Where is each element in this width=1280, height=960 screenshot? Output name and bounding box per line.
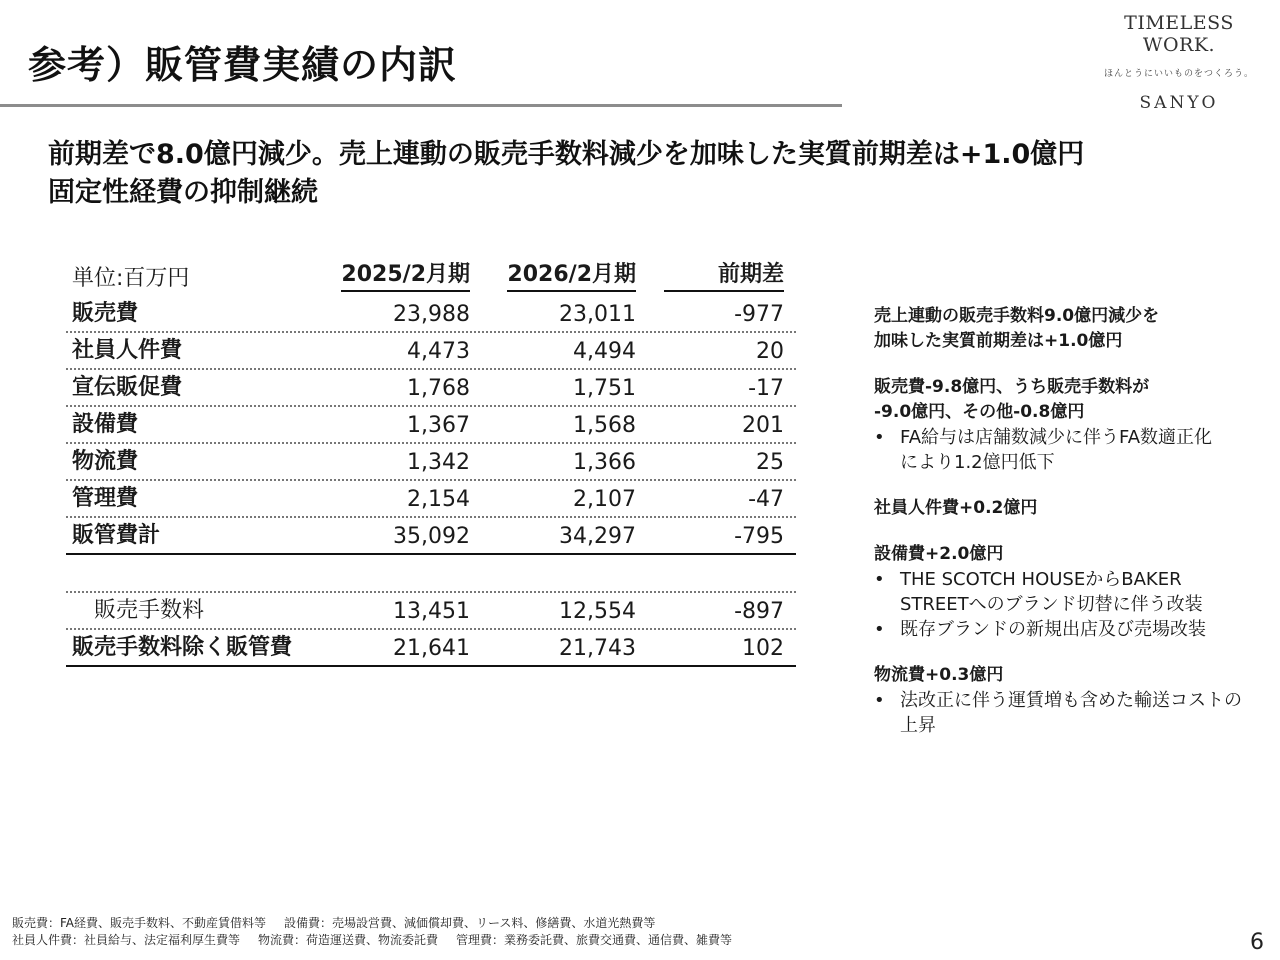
footnote-line-2: 社員人件費：社員給与、法定福利厚生費等 物流費：荷造運送費、物流委託費 管理費：業務委託費、旅費交通費、通信費、雑費等	[12, 933, 733, 947]
row-label: 社員人件費	[72, 338, 183, 363]
bullet-item: • 法改正に伴う運賃増も含めた輸送コストの 上昇	[874, 690, 1242, 736]
commentary-selling-expenses: 販売費-9.8億円、うち販売手数料が -9.0億円、その他-0.8億円 • FA給与は店舗数減少に伴うFA数適正化 により1.2億円低下	[874, 375, 1270, 475]
logo-tagline: TIMELESS WORK.	[1124, 12, 1234, 56]
cell-diff: 20	[756, 339, 784, 364]
table-row	[66, 333, 796, 370]
row-label: 物流費	[72, 449, 139, 474]
cell-2025: 1,367	[407, 413, 470, 438]
commentary-summary: 売上連動の販売手数料9.0億円減少を 加味した実質前期差は+1.0億円	[874, 306, 1160, 351]
cell-diff: -795	[734, 524, 784, 549]
column-header-2026: 2026/2月期	[476, 257, 642, 296]
cell-2026: 1,568	[573, 413, 636, 438]
cell-2025: 4,473	[407, 339, 470, 364]
bullet-item: • 既存ブランドの新規出店及び売場改装	[874, 619, 1206, 640]
row-label: 宣伝販促費	[72, 375, 183, 400]
cell-diff: -47	[748, 487, 784, 512]
cell-2026: 23,011	[559, 302, 636, 327]
row-label: 設備費	[72, 412, 139, 437]
table-header	[66, 258, 796, 296]
cell-2026: 1,751	[573, 376, 636, 401]
table-row	[66, 630, 796, 667]
headline-line-2: 固定性経費の抑制継続	[48, 177, 318, 208]
cell-2025: 21,641	[393, 636, 470, 661]
cell-diff: 25	[756, 450, 784, 475]
column-header-2025: 2025/2月期	[316, 257, 476, 296]
cell-2026: 2,107	[573, 487, 636, 512]
company-logo	[1086, 12, 1272, 113]
page-title: 参考）販管費実績の内訳	[28, 43, 458, 87]
footnote-line-1: 販売費：FA経費、販売手数料、不動産賃借料等 設備費：売場設営費、減価償却費、リース料、修繕費、水道光熱費等	[12, 916, 656, 930]
cell-2025: 23,988	[393, 302, 470, 327]
row-label: 販売手数料	[94, 598, 205, 623]
cell-2025: 35,092	[393, 524, 470, 549]
commentary-personnel: 社員人件費+0.2億円	[874, 498, 1038, 518]
headline-line-1: 前期差で8.0億円減少。売上連動の販売手数料減少を加味した実質前期差は+1.0億円	[48, 139, 1085, 170]
row-label: 販売費	[72, 301, 139, 326]
cell-diff: 201	[742, 413, 784, 438]
table-row	[66, 370, 796, 407]
cell-diff: 102	[742, 636, 784, 661]
footnotes	[12, 915, 732, 949]
table-row	[66, 407, 796, 444]
cell-2026: 12,554	[559, 599, 636, 624]
expense-table	[66, 258, 796, 667]
table-row	[66, 296, 796, 333]
cell-2025: 1,342	[407, 450, 470, 475]
page-number: 6	[1250, 930, 1264, 955]
table-row-total	[66, 518, 796, 555]
table-spacer	[66, 555, 796, 593]
cell-diff: -17	[748, 376, 784, 401]
cell-2026: 21,743	[559, 636, 636, 661]
table-row	[66, 593, 796, 630]
cell-2025: 2,154	[407, 487, 470, 512]
cell-2026: 1,366	[573, 450, 636, 475]
bullet-item: • THE SCOTCH HOUSEからBAKER STREETへのブランド切替に伴う改装	[874, 569, 1203, 615]
commentary-equipment: 設備費+2.0億円 • THE SCOTCH HOUSEからBAKER STREETへのブランド切替に伴う改装 • 既存ブランドの新規出店及び売場改装	[874, 542, 1270, 642]
cell-2025: 13,451	[393, 599, 470, 624]
title-divider	[0, 104, 842, 107]
table-row	[66, 444, 796, 481]
row-label: 販管費計	[72, 523, 161, 548]
row-label: 管理費	[72, 486, 139, 511]
table-row	[66, 481, 796, 518]
row-label: 販売手数料除く販管費	[72, 635, 293, 660]
cell-2025: 1,768	[407, 376, 470, 401]
headline	[48, 136, 1084, 212]
cell-2026: 4,494	[573, 339, 636, 364]
commentary-panel	[874, 304, 1270, 759]
commentary-logistics: 物流費+0.3億円 • 法改正に伴う運賃増も含めた輸送コストの 上昇	[874, 663, 1270, 738]
unit-label: 単位:百万円	[72, 266, 190, 291]
column-header-diff: 前期差	[642, 257, 790, 296]
cell-diff: -897	[734, 599, 784, 624]
logo-brand: SANYO	[1139, 93, 1219, 113]
logo-subtitle: ほんとうにいいものをつくろう。	[1103, 69, 1254, 79]
cell-diff: -977	[734, 302, 784, 327]
cell-2026: 34,297	[559, 524, 636, 549]
bullet-item: • FA給与は店舗数減少に伴うFA数適正化 により1.2億円低下	[874, 427, 1213, 473]
